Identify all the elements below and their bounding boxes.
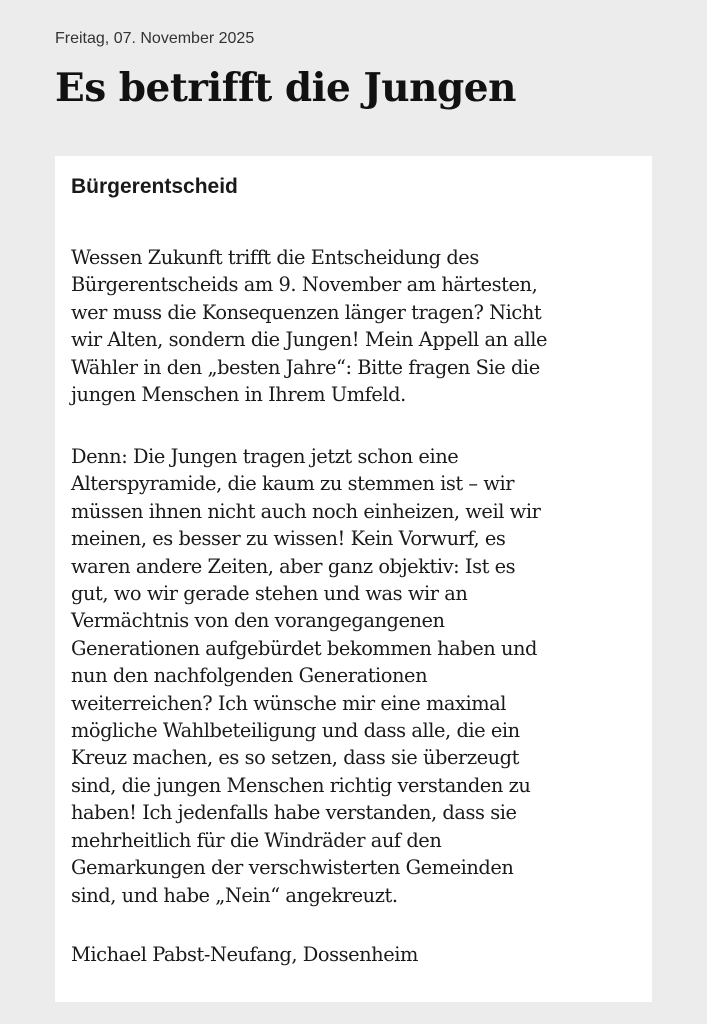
paragraph-line: sind, und habe „Nein“ angekreuzt.	[71, 883, 398, 907]
letter-paragraph-1	[71, 244, 641, 408]
paragraph-line: sind, die jungen Menschen richtig verstanden zu	[71, 773, 531, 797]
paragraph-line: Kreuz machen, es so setzen, dass sie überzeugt	[71, 746, 519, 770]
paragraph-line: Denn: Die Jungen tragen jetzt schon eine	[71, 445, 459, 468]
paragraph-line: waren andere Zeiten, aber ganz objektiv: Ist es	[71, 554, 516, 578]
paragraph-line: nun den nachfolgenden Generationen	[71, 664, 428, 688]
paragraph-line: Alterspyramide, die kaum zu stemmen ist – wir	[71, 472, 515, 496]
letter-paragraph-2	[71, 443, 641, 909]
paragraph-line: jungen Menschen in Ihrem Umfeld.	[71, 383, 406, 407]
paragraph-line: weiterreichen? Ich wünsche mir eine maximal	[71, 691, 507, 715]
letter-signature: Michael Pabst-Neufang, Dossenheim	[71, 943, 418, 966]
paragraph-line: mehrheitlich für die Windräder auf den	[71, 828, 442, 852]
paragraph-line: wer muss die Konsequenzen länger tragen? Nicht	[71, 300, 542, 324]
paragraph-line: mögliche Wahlbeteiligung und dass alle, die ein	[71, 719, 520, 743]
paragraph-line: Gemarkungen der verschwisterten Gemeinden	[71, 856, 514, 880]
paragraph-line: meinen, es besser zu wissen! Kein Vorwurf, es	[71, 527, 506, 551]
paragraph-line: haben! Ich jedenfalls habe verstanden, dass sie	[71, 801, 517, 825]
paragraph-line: Wähler in den „besten Jahre“: Bitte fragen Sie die	[71, 355, 540, 379]
paragraph-line: Vermächtnis von den vorangegangenen	[71, 609, 445, 633]
letter-card	[55, 156, 652, 1002]
paragraph-line: Generationen aufgebürdet bekommen haben und	[71, 636, 538, 660]
paragraph-line: gut, wo wir gerade stehen und was wir an	[71, 582, 468, 606]
paragraph-line: müssen ihnen nicht auch noch einheizen, weil wir	[71, 499, 541, 523]
article-date: Freitag, 07. November 2025	[55, 30, 255, 47]
article-headline: Es betrifft die Jungen	[55, 65, 516, 111]
paragraph-line: wir Alten, sondern die Jungen! Mein Appell an alle	[71, 328, 547, 352]
paragraph-line: Wessen Zukunft trifft die Entscheidung des	[71, 246, 479, 269]
paragraph-line: Bürgerentscheids am 9. November am härtesten,	[71, 273, 538, 297]
topic-heading: Bürgerentscheid	[71, 175, 238, 198]
